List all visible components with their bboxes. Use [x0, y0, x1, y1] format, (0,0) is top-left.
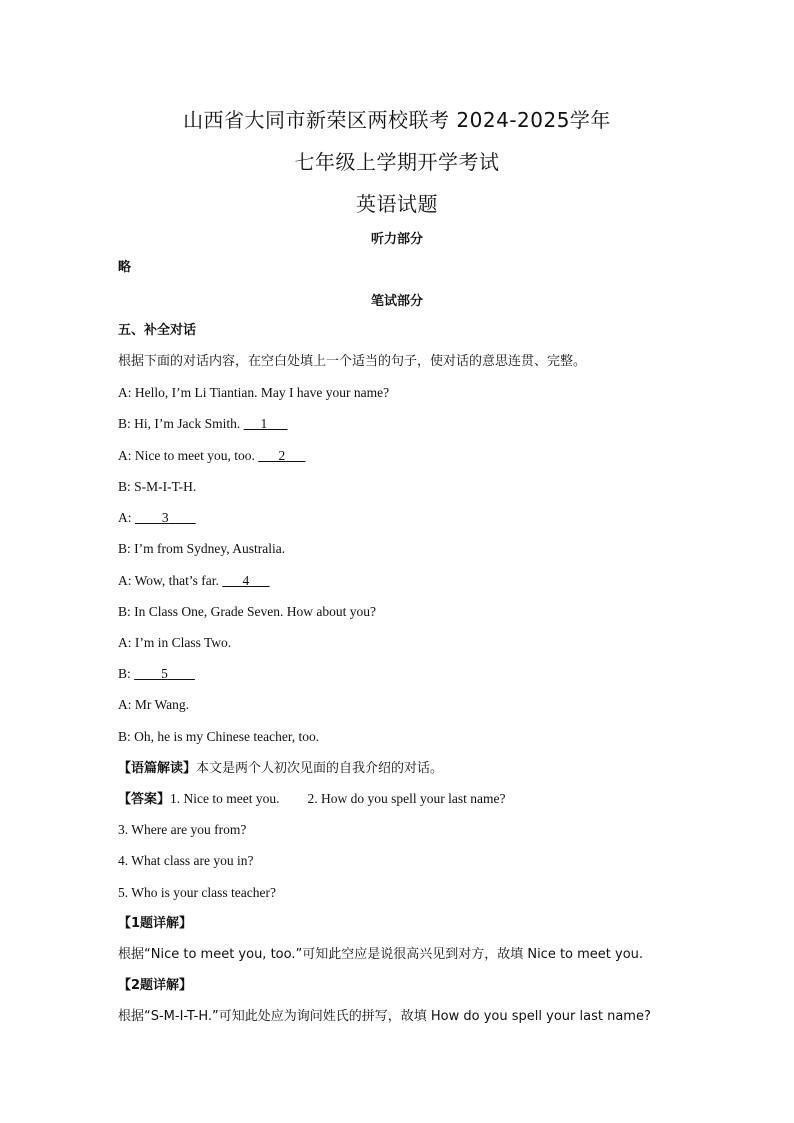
exam-title-line3: 英语试题	[356, 192, 438, 216]
dialogue-line	[118, 415, 718, 433]
speaker: B:	[118, 541, 131, 556]
passage-analysis	[118, 759, 718, 778]
dialogue-line	[118, 384, 718, 402]
dialogue-line	[118, 478, 718, 496]
section5-heading: 五、补全对话	[118, 323, 197, 338]
answer-blank-5[interactable]: 5	[161, 666, 168, 681]
answer-blank-3[interactable]: 3	[161, 510, 169, 525]
dialogue-line	[118, 665, 718, 683]
dialogue-text: Oh, he is my Chinese teacher, too.	[134, 729, 320, 744]
answer-line	[118, 790, 718, 809]
speaker: A:	[118, 697, 132, 712]
answer-2: 2. How do you spell your last name?	[307, 791, 506, 806]
dialogue-text: Mr Wang.	[134, 697, 190, 712]
writing-heading: 笔试部分	[370, 294, 423, 309]
dialogue-text: Hi, I’m Jack Smith.	[134, 416, 244, 431]
detail2-tag: 【2题详解】	[118, 978, 193, 993]
dialogue-text: I’m from Sydney, Australia.	[134, 541, 286, 556]
speaker: B:	[118, 729, 131, 744]
speaker: B:	[118, 666, 131, 681]
dialogue-line	[118, 540, 718, 558]
speaker: B:	[118, 604, 131, 619]
dialogue-line	[118, 509, 718, 527]
dialogue-line	[118, 572, 718, 590]
answer-4: 4. What class are you in?	[118, 853, 254, 868]
answer-blank-1[interactable]: 1	[260, 416, 268, 431]
passage-text: 本文是两个人初次见面的自我介绍的对话。	[196, 761, 444, 776]
dialogue-text: Nice to meet you, too.	[134, 448, 259, 463]
dialogue-line	[118, 728, 718, 746]
listening-heading: 听力部分	[370, 232, 423, 247]
exam-title-line1: 山西省大同市新荣区两校联考 2024-2025学年	[183, 108, 611, 132]
answer-blank-2[interactable]: 2	[278, 448, 286, 463]
speaker: B:	[118, 479, 131, 494]
dialogue-text: I’m in Class Two.	[134, 635, 232, 650]
answer-5: 5. Who is your class teacher?	[118, 885, 276, 900]
speaker: A:	[118, 573, 132, 588]
detail1-text: 根据“Nice to meet you, too.”可知此空应是说很高兴见到对方，故填 Nice to meet you.	[118, 947, 644, 962]
answer-blank-4[interactable]: 4	[242, 573, 250, 588]
answer-3: 3. Where are you from?	[118, 822, 247, 837]
dialogue-line	[118, 447, 718, 465]
section5-instruction: 根据下面的对话内容，在空白处填上一个适当的句子，使对话的意思连贯、完整。	[118, 354, 587, 369]
dialogue-text: In Class One, Grade Seven. How about you?	[134, 604, 376, 619]
passage-tag: 【语篇解读】	[118, 761, 197, 776]
speaker: A:	[118, 635, 132, 650]
listening-note: 略	[118, 260, 132, 275]
dialogue-text: S-M-I-T-H.	[134, 479, 197, 494]
answer-tag: 【答案】	[118, 792, 171, 807]
detail1-tag: 【1题详解】	[118, 916, 193, 931]
dialogue-text: Wow, that’s far.	[134, 573, 223, 588]
detail2-text: 根据“S-M-I-T-H.”可知此处应为询问姓氏的拼写，故填 How do you spell your last name?	[118, 1009, 651, 1024]
dialogue-line	[118, 634, 718, 652]
exam-title-line2: 七年级上学期开学考试	[294, 150, 500, 174]
speaker: A:	[118, 448, 132, 463]
speaker: A:	[118, 510, 132, 525]
speaker: A:	[118, 385, 132, 400]
dialogue-line	[118, 603, 718, 621]
speaker: B:	[118, 416, 131, 431]
answer-1: 1. Nice to meet you.	[170, 791, 280, 806]
dialogue-line	[118, 696, 718, 714]
dialogue-text: Hello, I’m Li Tiantian. May I have your name?	[134, 385, 390, 400]
